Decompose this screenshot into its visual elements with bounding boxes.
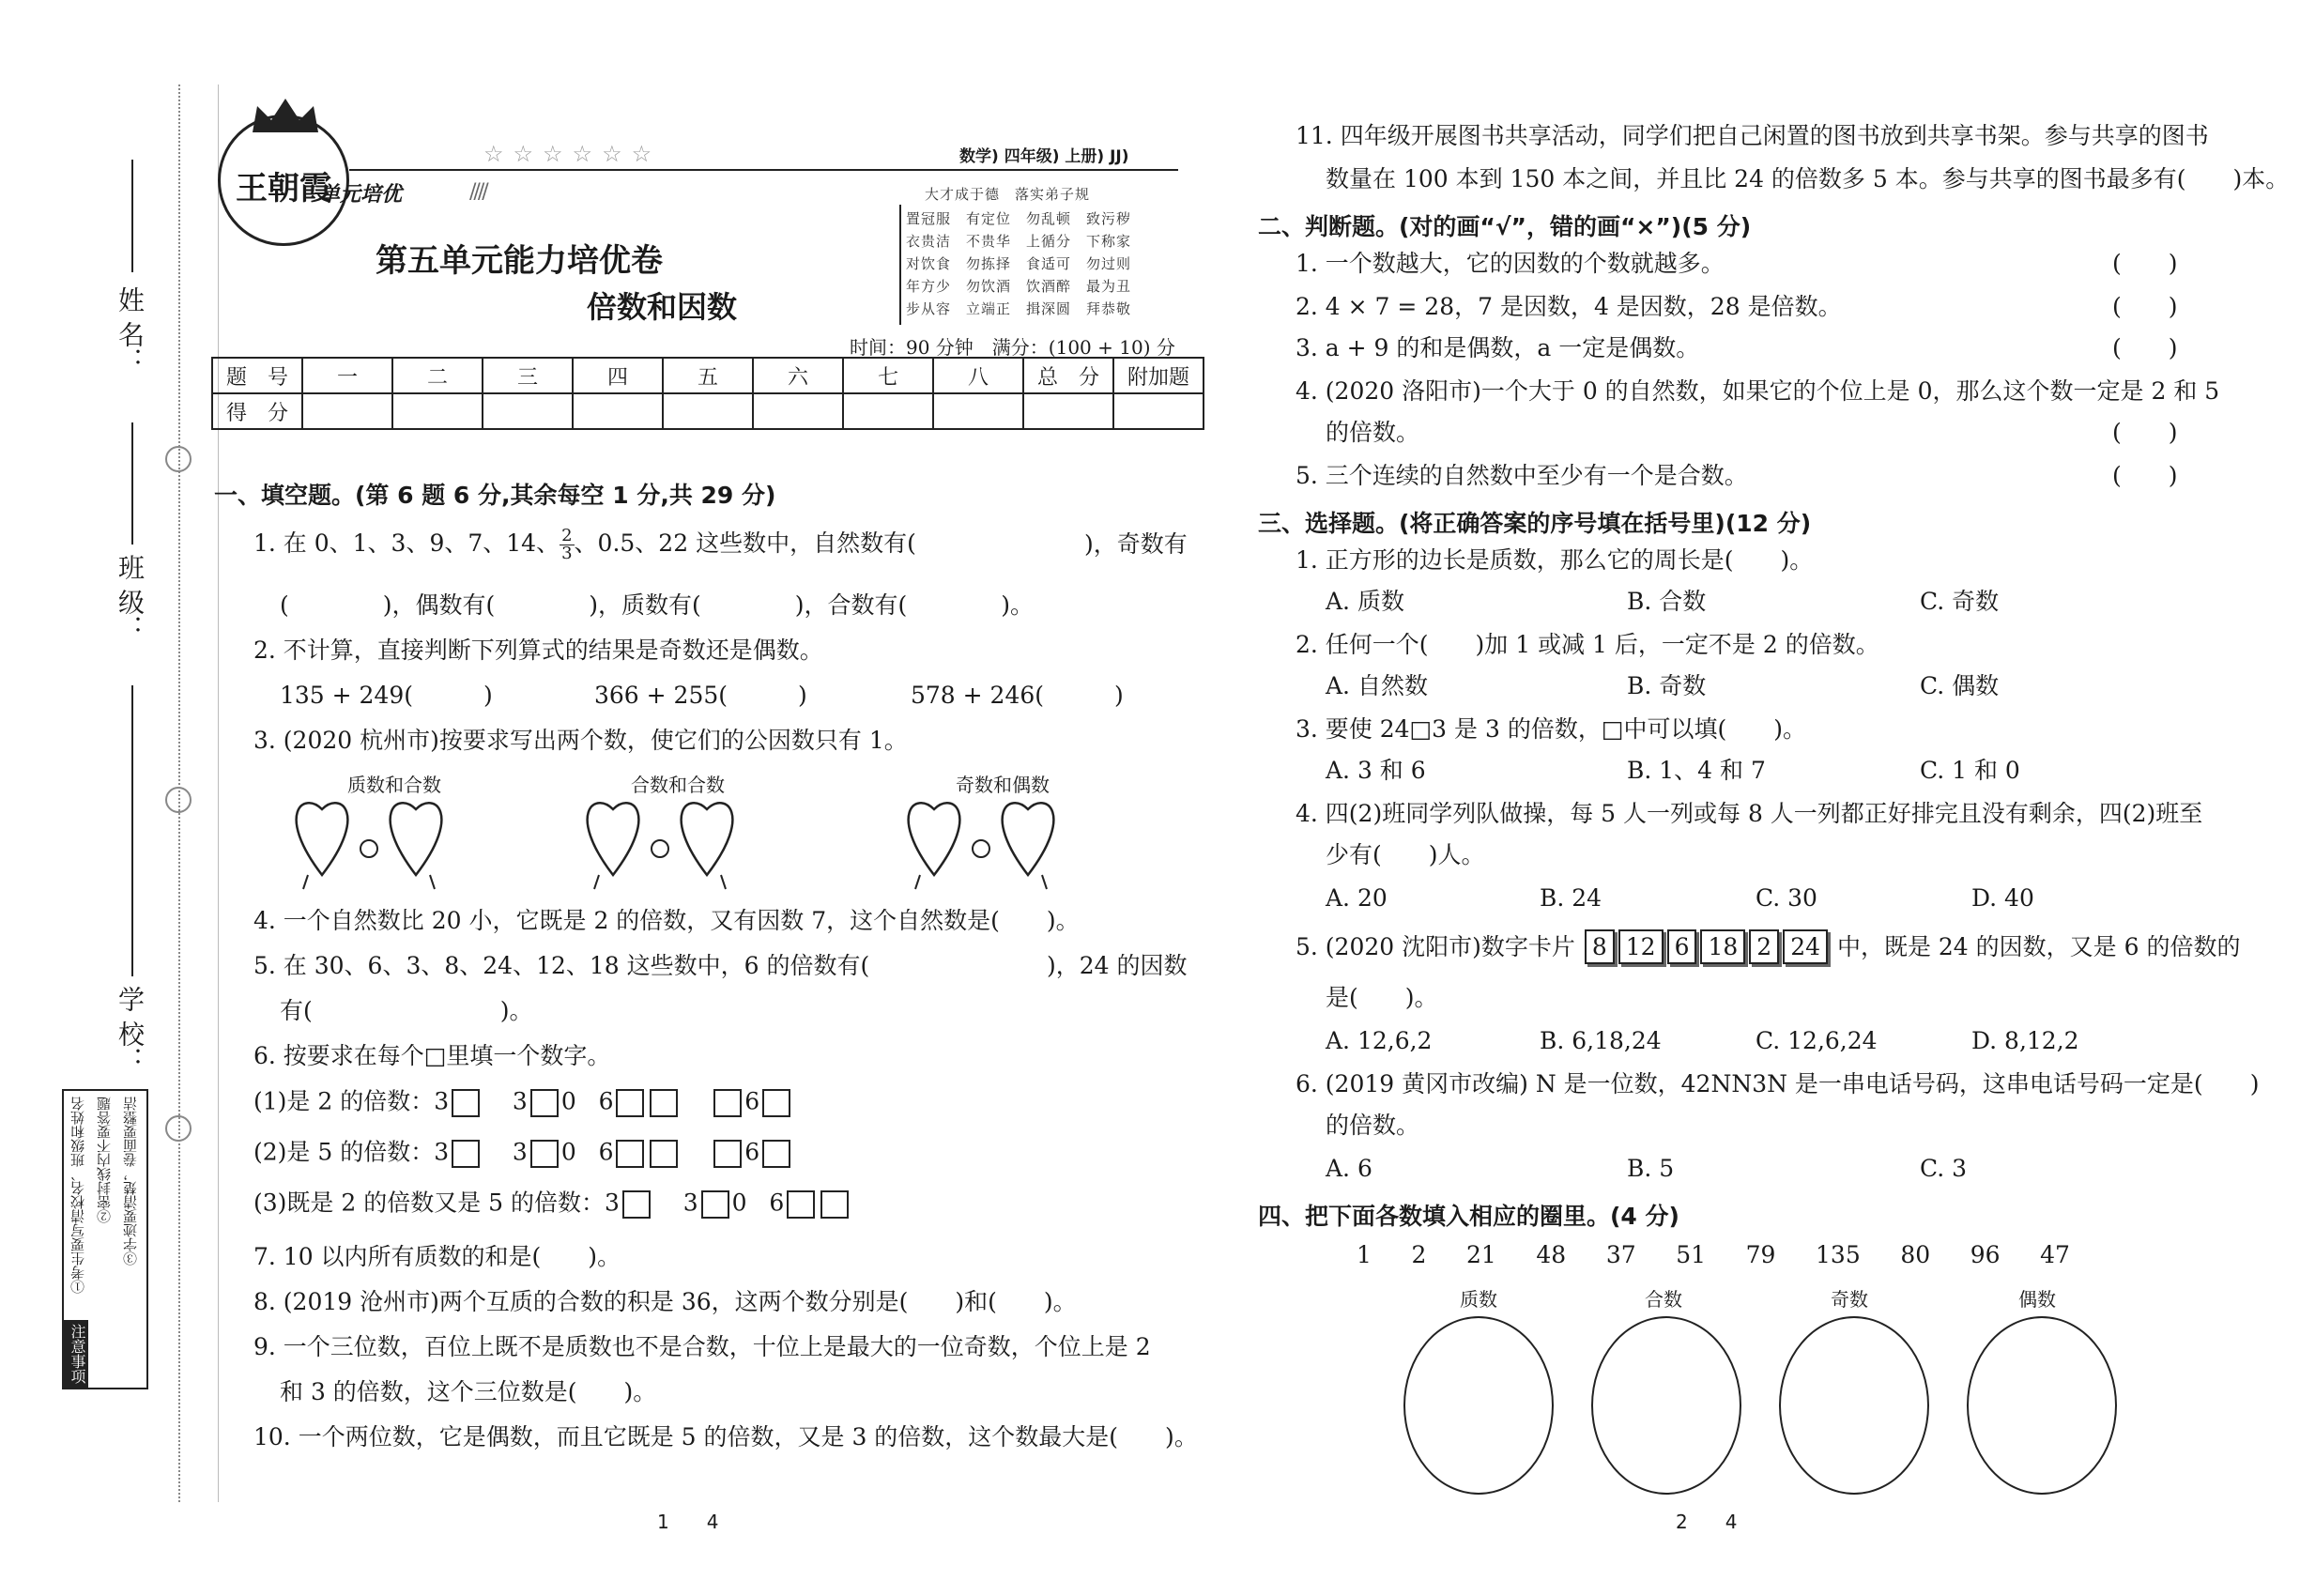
- mc5-line2: 是( )。: [1326, 984, 1438, 1011]
- number-list: [1357, 1241, 2070, 1268]
- digit-box[interactable]: [452, 1089, 480, 1117]
- score-cell[interactable]: [753, 393, 843, 429]
- even-circle[interactable]: [1967, 1316, 2117, 1495]
- digit-box[interactable]: [530, 1140, 559, 1168]
- notes-item-1: ①考生要写清校名、班级和姓名: [69, 1097, 86, 1294]
- tag-grade: 四年级: [1004, 147, 1052, 166]
- circle-label-odd: 奇数: [1831, 1288, 1868, 1311]
- mc1-text: 1. 正方形的边长是质数，那么它的周长是( )。: [1296, 546, 1814, 574]
- score-cell[interactable]: [1113, 393, 1204, 429]
- number-item[interactable]: 37: [1605, 1241, 1636, 1268]
- q5-line1-tail[interactable]: )，24 的因数: [1047, 952, 1188, 979]
- q2-item-2[interactable]: 366 + 255( ): [594, 682, 807, 709]
- circle-label-prime: 质数: [1460, 1288, 1497, 1311]
- motto-line-1: 大才成于德 落实弟子规: [925, 186, 1091, 203]
- logo-text: 王朝霞: [236, 170, 331, 207]
- heart-icon: [682, 803, 733, 875]
- q6-row-3: (3)既是 2 的倍数又是 5 的倍数：3 3 0 6: [253, 1190, 851, 1219]
- tf-answer-1[interactable]: ( ): [2112, 250, 2178, 277]
- q6-text: 6. 按要求在每个□里填一个数字。: [253, 1042, 611, 1069]
- mc5-option-b[interactable]: B. 6,18,24: [1540, 1027, 1662, 1054]
- binding-dotted-line-inner: [218, 84, 219, 1502]
- tf-item-1: 1. 一个数越大，它的因数的个数就越多。: [1296, 250, 1725, 277]
- mc3-option-a[interactable]: A. 3 和 6: [1326, 757, 1426, 784]
- q1-line1: 1. 在 0、1、3、9、7、14、 $\frac{2}{3}$ 、0.5、22 这些数中，自然数有(: [253, 526, 916, 563]
- score-cell[interactable]: [843, 393, 933, 429]
- mc2-option-a[interactable]: A. 自然数: [1326, 672, 1428, 699]
- q8-text: 8. (2019 沧州市)两个互质的合数的积是 36，这两个数分别是( )和( )。: [253, 1288, 1077, 1315]
- digit-box[interactable]: [713, 1089, 742, 1117]
- mc2-text: 2. 任何一个( )加 1 或减 1 后，一定不是 2 的倍数。: [1296, 631, 1879, 658]
- digit-box[interactable]: [701, 1190, 729, 1219]
- number-item[interactable]: 1: [1357, 1241, 1372, 1268]
- tf-item-4: 4. (2020 洛阳市)一个大于 0 的自然数，如果它的个位上是 0，那么这个数一定是 2 和 5: [1296, 377, 2220, 405]
- mc4-option-d[interactable]: D. 40: [1971, 884, 2034, 912]
- score-cell[interactable]: [1023, 393, 1113, 429]
- digit-box[interactable]: [787, 1190, 815, 1219]
- subject-tags: 数学) 四年级) 上册) JJ): [959, 147, 1129, 166]
- mc6-option-b[interactable]: B. 5: [1627, 1155, 1675, 1182]
- motto-line-5: 年方少 勿饮酒 饮酒醉 最为丑: [906, 278, 1132, 295]
- tag-term: 上册: [1065, 147, 1097, 166]
- motto-line-4: 对饮食 勿拣择 食适可 勿过则: [906, 255, 1132, 272]
- mc5-option-c[interactable]: C. 12,6,24: [1756, 1027, 1878, 1054]
- q4-text: 4. 一个自然数比 20 小，它既是 2 的倍数，又有因数 7，这个自然数是( )。: [253, 907, 1080, 934]
- digit-box[interactable]: [820, 1190, 849, 1219]
- score-row-label: 得 分: [212, 393, 302, 429]
- hearts-group-2: [571, 800, 805, 894]
- heart-icon: [297, 803, 348, 875]
- score-table: [211, 357, 1204, 430]
- digit-box[interactable]: [622, 1190, 651, 1219]
- number-item[interactable]: 135: [1816, 1241, 1861, 1268]
- tf-item-2: 2. 4 × 7 = 28，7 是因数，4 是因数，28 是倍数。: [1296, 293, 1842, 320]
- mc1-option-c[interactable]: C. 奇数: [1920, 588, 2000, 615]
- score-cell[interactable]: [483, 393, 573, 429]
- score-header-2: 二: [392, 358, 483, 393]
- digit-box[interactable]: [452, 1140, 480, 1168]
- score-cell[interactable]: [573, 393, 663, 429]
- digit-box[interactable]: [530, 1089, 559, 1117]
- notes-item-3: ③字迹要清楚，卷面要整洁: [122, 1097, 139, 1266]
- crown-icon: [248, 97, 323, 134]
- digit-box[interactable]: [650, 1140, 678, 1168]
- hearts-group-3: [892, 800, 1127, 894]
- score-cell[interactable]: [392, 393, 483, 429]
- q5-line1: 5. 在 30、6、3、8、24、12、18 这些数中，6 的倍数有(: [253, 952, 870, 979]
- q3-label-2: 合数和合数: [631, 774, 725, 796]
- school-underline[interactable]: [131, 685, 133, 976]
- score-header-6: 六: [753, 358, 843, 393]
- score-header-total: 总 分: [1023, 358, 1113, 393]
- motto-divider: [899, 205, 901, 325]
- q6-row-2: (2)是 5 的倍数：3 3 0 6 6: [253, 1140, 793, 1168]
- q1-line2[interactable]: ( )，偶数有( )，质数有( )，合数有( )。: [280, 591, 1035, 619]
- motto-line-6: 步从容 立端正 揖深圆 拜恭敬: [906, 300, 1132, 317]
- number-item[interactable]: 21: [1466, 1241, 1496, 1268]
- number-item[interactable]: 2: [1411, 1241, 1427, 1268]
- binding-hole-1: [165, 446, 192, 472]
- motto-line-2: 置冠服 有定位 勿乱顿 致污秽: [906, 210, 1132, 227]
- prime-circle[interactable]: [1403, 1316, 1554, 1495]
- heart-icon: [1003, 803, 1054, 875]
- q9-line1: 9. 一个三位数，百位上既不是质数也不是合数，十位上是最大的一位奇数，个位上是 2: [253, 1333, 1151, 1360]
- score-cell[interactable]: [663, 393, 753, 429]
- number-item[interactable]: 79: [1745, 1241, 1776, 1268]
- score-cell[interactable]: [302, 393, 392, 429]
- hearts-group-1: [280, 800, 514, 894]
- number-item[interactable]: 47: [2040, 1241, 2070, 1268]
- exam-subtitle: 倍数和因数: [587, 289, 738, 325]
- mc5-line1: 5. (2020 沈阳市)数字卡片 8 12 6 18 2 24 中，既是 24 的因数，又是 6 的倍数的: [1296, 929, 2240, 964]
- name-underline[interactable]: [131, 160, 133, 272]
- name-label: 姓 名：: [115, 286, 146, 374]
- number-card: 2: [1749, 929, 1779, 964]
- score-header-7: 七: [843, 358, 933, 393]
- mc2-option-c[interactable]: C. 偶数: [1920, 672, 2000, 699]
- q9-line2: 和 3 的倍数，这个三位数是( )。: [280, 1378, 657, 1405]
- mc4-line2: 少有( )人。: [1326, 841, 1485, 868]
- digit-box[interactable]: [616, 1089, 644, 1117]
- tf-answer-2[interactable]: ( ): [2112, 293, 2178, 320]
- number-item[interactable]: 51: [1676, 1241, 1707, 1268]
- q1-answer-tail[interactable]: )，奇数有: [1084, 530, 1188, 558]
- number-item[interactable]: 96: [1970, 1241, 2001, 1268]
- mc1-option-a[interactable]: A. 质数: [1326, 588, 1404, 615]
- tf-answer-5[interactable]: ( ): [2112, 462, 2178, 489]
- mc6-option-a[interactable]: A. 6: [1326, 1155, 1372, 1182]
- tf-item-4-cont: 的倍数。: [1326, 419, 1420, 446]
- q3-label-1: 质数和合数: [347, 774, 441, 796]
- mc4-option-a[interactable]: A. 20: [1326, 884, 1388, 912]
- unit-tag-stripes: ////: [469, 180, 486, 204]
- number-item[interactable]: 80: [1900, 1241, 1931, 1268]
- q3-label-3: 奇数和偶数: [956, 774, 1050, 796]
- header-rule: [349, 169, 1178, 171]
- circle-label-composite: 合数: [1645, 1288, 1682, 1311]
- q2-item-1[interactable]: 135 + 249( ): [280, 682, 493, 709]
- mc6-line2: 的倍数。: [1326, 1112, 1420, 1139]
- mc4-line1: 4. 四(2)班同学列队做操，每 5 人一列或每 8 人一列都正好排完且没有剩余，四(2)班至: [1296, 800, 2203, 827]
- digit-box[interactable]: [650, 1089, 678, 1117]
- mc6-line1: 6. (2019 黄冈市改编) N 是一位数，42NN3N 是一串电话号码，这串电话号码一定是( ): [1296, 1070, 2260, 1097]
- q11-line2: 数量在 100 本到 150 本之间，并且比 24 的倍数多 5 本。参与共享的图书最多有( )本。: [1326, 165, 2290, 192]
- heart-icon: [909, 803, 960, 875]
- section1-heading: 一、填空题。(第 6 题 6 分,其余每空 1 分,共 29 分): [214, 482, 776, 509]
- digit-box[interactable]: [616, 1140, 644, 1168]
- tf-answer-3[interactable]: ( ): [2112, 334, 2178, 361]
- q5-line2[interactable]: 有( )。: [280, 997, 533, 1024]
- tf-item-5: 5. 三个连续的自然数中至少有一个是合数。: [1296, 462, 1748, 489]
- score-header-5: 五: [663, 358, 753, 393]
- mc4-option-c[interactable]: C. 30: [1756, 884, 1817, 912]
- notes-title: 注意事项: [64, 1320, 88, 1388]
- motto-line-3: 衣贵洁 不贵华 上循分 下称家: [906, 233, 1132, 250]
- section3-heading: 三、选择题。(将正确答案的序号填在括号里)(12 分): [1258, 510, 1812, 537]
- composite-circle[interactable]: [1591, 1316, 1741, 1495]
- mc5-option-d[interactable]: D. 8,12,2: [1971, 1027, 2079, 1054]
- q10-text: 10. 一个两位数，它是偶数，而且它既是 5 的倍数，又是 3 的倍数，这个数最大是( )。: [253, 1423, 1198, 1450]
- notes-item-2: ②密封线内不要答题: [96, 1097, 113, 1223]
- number-item[interactable]: 48: [1536, 1241, 1567, 1268]
- school-label: 学 校：: [115, 986, 146, 1073]
- mc6-option-c[interactable]: C. 3: [1920, 1155, 1968, 1182]
- score-header-label: 题 号: [212, 358, 302, 393]
- score-header-4: 四: [573, 358, 663, 393]
- q2-text: 2. 不计算，直接判断下列算式的结果是奇数还是偶数。: [253, 637, 823, 664]
- q2-item-3[interactable]: 578 + 246( ): [911, 682, 1124, 709]
- binding-hole-2: [165, 787, 192, 813]
- class-underline[interactable]: [131, 422, 133, 545]
- number-card: 6: [1667, 929, 1697, 964]
- number-card: 12: [1618, 929, 1664, 964]
- q1-fraction: $\frac{2}{3}$: [561, 526, 573, 563]
- page-number-right: 2 4: [1676, 1511, 1738, 1533]
- number-card: 8: [1585, 929, 1615, 964]
- q7-text: 7. 10 以内所有质数的和是( )。: [253, 1243, 621, 1270]
- odd-circle[interactable]: [1779, 1316, 1929, 1495]
- tf-item-3: 3. a + 9 的和是偶数，a 一定是偶数。: [1296, 334, 1700, 361]
- notes-box: [62, 1089, 148, 1389]
- mc4-option-b[interactable]: B. 24: [1540, 884, 1602, 912]
- tf-answer-4[interactable]: ( ): [2112, 419, 2178, 446]
- section2-heading: 二、判断题。(对的画“√”，错的画“×”)(5 分): [1258, 213, 1752, 240]
- exam-title: 第五单元能力培优卷: [376, 242, 663, 280]
- mc5-option-a[interactable]: A. 12,6,2: [1326, 1027, 1433, 1054]
- score-header-bonus: 附加题: [1113, 358, 1204, 393]
- mc3-option-b[interactable]: B. 1、4 和 7: [1627, 757, 1766, 784]
- score-header-1: 一: [302, 358, 392, 393]
- section4-heading: 四、把下面各数填入相应的圈里。(4 分): [1258, 1203, 1679, 1230]
- digit-box[interactable]: [713, 1140, 742, 1168]
- score-header-3: 三: [483, 358, 573, 393]
- q3-text: 3. (2020 杭州市)按要求写出两个数，使它们的公因数只有 1。: [253, 727, 908, 754]
- digit-box[interactable]: [762, 1089, 790, 1117]
- score-header-8: 八: [933, 358, 1023, 393]
- mc2-option-b[interactable]: B. 奇数: [1627, 672, 1707, 699]
- tag-subject: 数学: [959, 147, 991, 166]
- class-label: 班 级：: [115, 554, 146, 641]
- mc3-option-c[interactable]: C. 1 和 0: [1920, 757, 2020, 784]
- number-card: 24: [1783, 929, 1828, 964]
- digit-box[interactable]: [762, 1140, 790, 1168]
- q11-line1: 11. 四年级开展图书共享活动，同学们把自己闲置的图书放到共享书架。参与共享的图书: [1296, 122, 2209, 149]
- number-card: 18: [1700, 929, 1745, 964]
- rating-stars: ☆☆☆☆☆☆: [483, 141, 662, 167]
- unit-tag: 单元培优: [319, 183, 403, 207]
- tag-edition: JJ: [1110, 147, 1122, 166]
- mc1-option-b[interactable]: B. 合数: [1627, 588, 1707, 615]
- page-number-left: 1 4: [657, 1511, 719, 1533]
- binding-hole-3: [165, 1115, 192, 1142]
- heart-icon: [588, 803, 639, 875]
- mc3-text: 3. 要使 24□3 是 3 的倍数，□中可以填( )。: [1296, 715, 1806, 743]
- heart-icon: [391, 803, 442, 875]
- q6-row-1: (1)是 2 的倍数：3 3 0 6 6: [253, 1089, 793, 1117]
- circle-label-even: 偶数: [2018, 1288, 2056, 1311]
- score-cell[interactable]: [933, 393, 1023, 429]
- time-info: 时间：90 分钟 满分：(100 + 10) 分: [850, 336, 1175, 359]
